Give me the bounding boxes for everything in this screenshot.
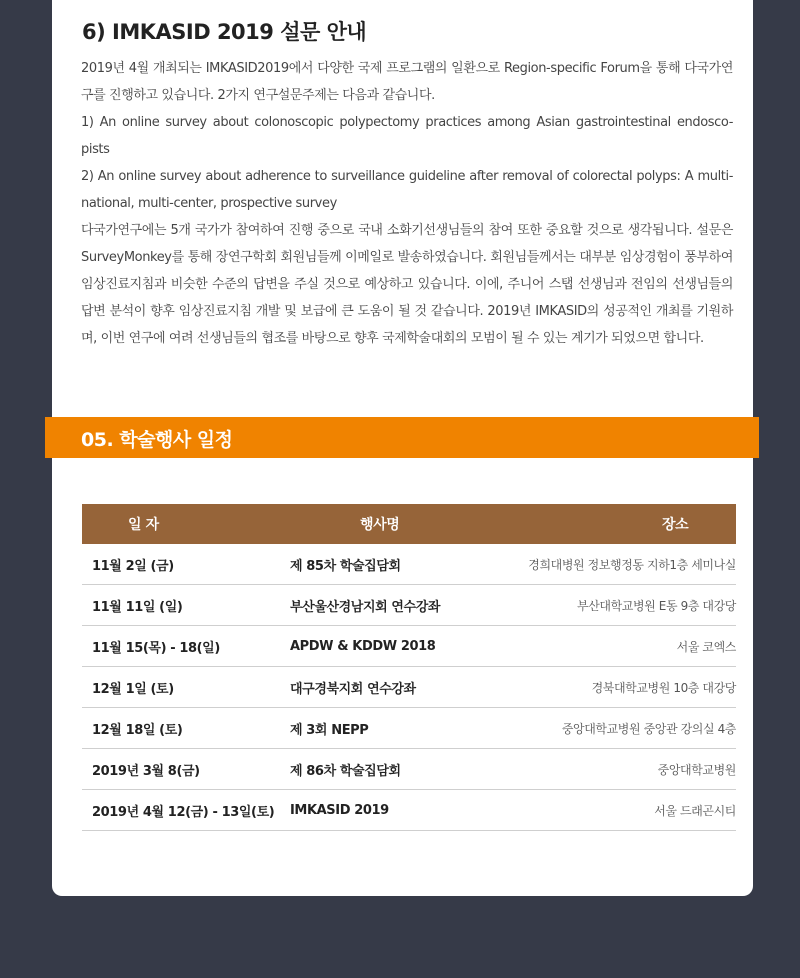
row-date: 11월 2일 (금): [82, 544, 282, 585]
survey-topic-1: 1) An online survey about colonoscopic polypectomy practices among Asian gastrointestinal endosco-pists: [81, 115, 733, 157]
survey-section-title: 6) IMKASID 2019 설문 안내: [82, 20, 367, 44]
row-date: 11월 11일 (일): [82, 585, 282, 626]
row-date: 2019년 4월 12(금) - 13일(토): [82, 790, 282, 831]
header-venue: 장소: [502, 504, 736, 544]
row-date: 11월 15(목) - 18(일): [82, 626, 282, 667]
row-event: 제 3회 NEPP: [282, 708, 502, 749]
row-event: APDW & KDDW 2018: [282, 626, 502, 667]
schedule-section-title: 05. 학술행사 일정: [81, 429, 233, 451]
row-event: 제 86차 학술집담회: [282, 749, 502, 790]
table-row: [82, 749, 736, 790]
survey-section-body: [81, 55, 733, 352]
table-row: [82, 544, 736, 585]
row-date: 2019년 3월 8(금): [82, 749, 282, 790]
row-venue: 부산대학교병원 E동 9층 대강당: [502, 585, 736, 626]
survey-intro-paragraph: 2019년 4월 개최되는 IMKASID2019에서 다양한 국제 프로그램의 일환으로 Region-specific Forum을 통해 다국가연구를 진행하고 있습니다. 2가지 연구설문주제는 다음과 같습니다.: [81, 61, 733, 103]
table-row: [82, 585, 736, 626]
row-event: IMKASID 2019: [282, 790, 502, 831]
survey-topic-2: 2) An online survey about adherence to surveillance guideline after removal of colorectal polyps: A multi-national, multi-center, prospective survey: [81, 169, 733, 211]
table-row: [82, 790, 736, 831]
row-event: 대구경북지회 연수강좌: [282, 667, 502, 708]
row-venue: 경북대학교병원 10층 대강당: [502, 667, 736, 708]
row-venue: 중앙대학교병원 중앙관 강의실 4층: [502, 708, 736, 749]
row-venue: 경희대병원 정보행정동 지하1층 세미나실: [502, 544, 736, 585]
table-row: [82, 708, 736, 749]
row-event: 부산울산경남지회 연수강좌: [282, 585, 502, 626]
row-date: 12월 1일 (토): [82, 667, 282, 708]
row-event: 제 85차 학술집담회: [282, 544, 502, 585]
header-date: 일 자: [82, 504, 282, 544]
survey-closing-paragraph: 다국가연구에는 5개 국가가 참여하여 진행 중으로 국내 소화기선생님들의 참여 또한 중요할 것으로 생각됩니다. 설문은 SurveyMonkey를 통해 장연구학회 회원님들께 이메일로 발송하였습니다. 회원님들께서는 대부분 임상경험이 풍부하여 임상진료지침과 비슷한 수준의 답변을 주실 것으로 예상하고 있습니다. 이에, 주니어 스탭 선생님과 전임의 선생님들의 답변 분석이 향후 임상진료지침 개발 및 보급에 큰 도움이 될 것 같습니다. 2019년 IMKASID의 성공적인 개최를 기원하며, 이번 연구에 여려 선생님들의 협조를 바탕으로 향후 국제학술대회의 모범이 될 수 있는 계기가 되었으면 합니다.: [81, 223, 733, 346]
schedule-header-row: [82, 504, 736, 544]
header-event: 행사명: [282, 504, 502, 544]
row-venue: 중앙대학교병원: [502, 749, 736, 790]
table-row: [82, 667, 736, 708]
table-row: [82, 626, 736, 667]
row-venue: 서울 코엑스: [502, 626, 736, 667]
row-date: 12월 18일 (토): [82, 708, 282, 749]
row-venue: 서울 드래곤시티: [502, 790, 736, 831]
schedule-table: [82, 504, 736, 831]
schedule-section-banner: [45, 417, 759, 458]
